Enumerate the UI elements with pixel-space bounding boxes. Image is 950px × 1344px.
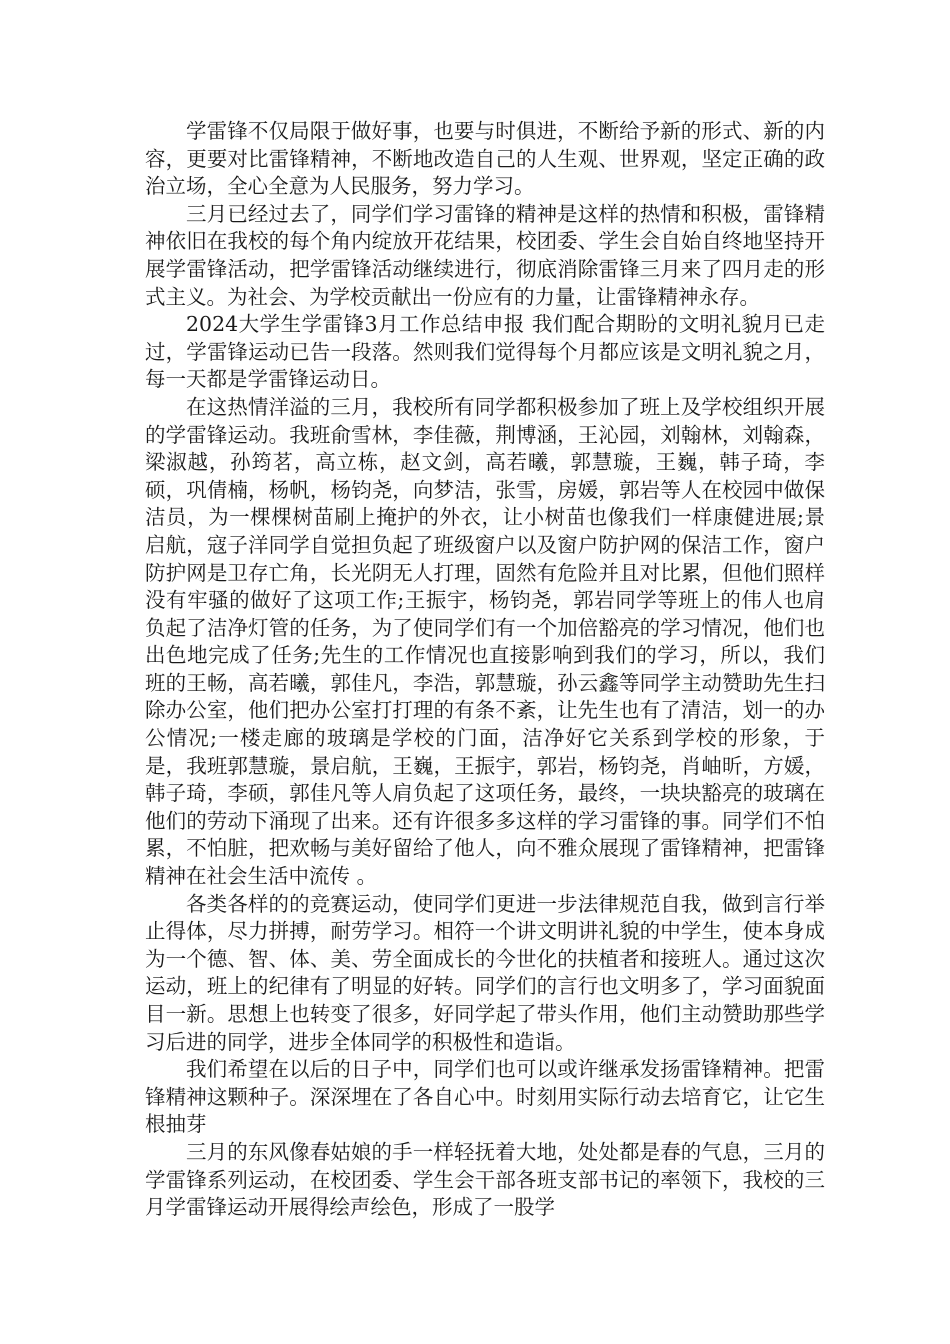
document-body xyxy=(145,118,825,1222)
paragraph-7: 三月的东风像春姑娘的手一样轻抚着大地，处处都是春的气息，三月的学雷锋系列运动，在校团委、学生会干部各班支部书记的率领下，我校的三月学雷锋运动开展得绘声绘色，形成了一股学 xyxy=(145,1139,825,1220)
paragraph-4: 在这热情洋溢的三月，我校所有同学都积极参加了班上及学校组织开展的学雷锋运动。我班俞雪林，李佳薇，荆博涵，王沁园，刘翰林，刘翰森，梁淑越，孙筠茗，高立栋，赵文剑，高若曦，郭慧璇，王巍，韩子琦，李硕，巩倩楠，杨帆，杨钧尧，向梦洁，张雪，房媛，郭岩等人在校园中做保洁员，为一棵棵树苗刷上掩护的外衣，让小树苗也像我们一样康健进展;景启航，寇子洋同学自觉担负起了班级窗户以及窗户防护网的保洁工作，窗户防护网是卫存亡角，长光阴无人打理，固然有危险并且对比累，但他们照样没有牢骚的做好了这项工作;王振宇，杨钧尧，郭岩同学等班上的伟人也肩负起了洁净灯管的任务，为了使同学们有一个加倍豁亮的学习情况，他们也出色地完成了任务;先生的工作情况也直接影响到我们的学习，所以，我们班的王畅，高若曦，郭佳凡，李浩，郭慧璇，孙云鑫等同学主动赞助先生扫除办公室，他们把办公室打打理的有条不紊，让先生也有了清洁，划一的办公情况;一楼走廊的玻璃是学校的门面，洁净好它关系到学校的形象，于是，我班郭慧璇，景启航，王巍，王振宇，郭岩，杨钧尧，肖岫昕，方媛，韩子琦，李硕，郭佳凡等人肩负起了这项任务，最终，一块块豁亮的玻璃在他们的劳动下涌现了出来。还有许很多多这样的学习雷锋的事。同学们不怕累，不怕脏，把欢畅与美好留给了他人，向不雅众展现了雷锋精神，把雷锋精神在社会生活中流传 。 xyxy=(145,394,825,889)
paragraph-2: 三月已经过去了，同学们学习雷锋的精神是这样的热情和积极，雷锋精神依旧在我校的每个角内绽放开花结果，校团委、学生会自始自终地坚持开展学雷锋活动，把学雷锋活动继续进行，彻底消除雷锋三月来了四月走的形式主义。为社会、为学校贡献出一份应有的力量，让雷锋精神永存。 xyxy=(145,201,825,309)
paragraph-6: 我们希望在以后的日子中，同学们也可以或许继承发扬雷锋精神。把雷锋精神这颗种子。深深埋在了各自心中。时刻用实际行动去培育它，让它生根抽芽 xyxy=(145,1057,825,1137)
paragraph-5: 各类各样的的竞赛运动，使同学们更进一步法律规范自我，做到言行举止得体，尽力拼搏，耐劳学习。相符一个讲文明讲礼貌的中学生，使本身成为一个德、智、体、美、劳全面成长的今世化的扶植者和接班人。通过这次运动，班上的纪律有了明显的好转。同学们的言行也文明多了，学习面貌面目一新。思想上也转变了很多，好同学起了带头作用，他们主动赞助那些学习后进的同学，进步全体同学的积极性和造诣。 xyxy=(145,891,825,1054)
paragraph-1: 学雷锋不仅局限于做好事，也要与时俱进，不断给予新的形式、新的内容，更要对比雷锋精神，不断地改造自己的人生观、世界观，坚定正确的政治立场，全心全意为人民服务，努力学习。 xyxy=(145,119,825,199)
paragraph-3: 2024大学生学雷锋3月工作总结申报 我们配合期盼的文明礼貌月已走过，学雷锋运动已告一段落。然则我们觉得每个月都应该是文明礼貌之月，每一天都是学雷锋运动日。 xyxy=(145,312,825,392)
